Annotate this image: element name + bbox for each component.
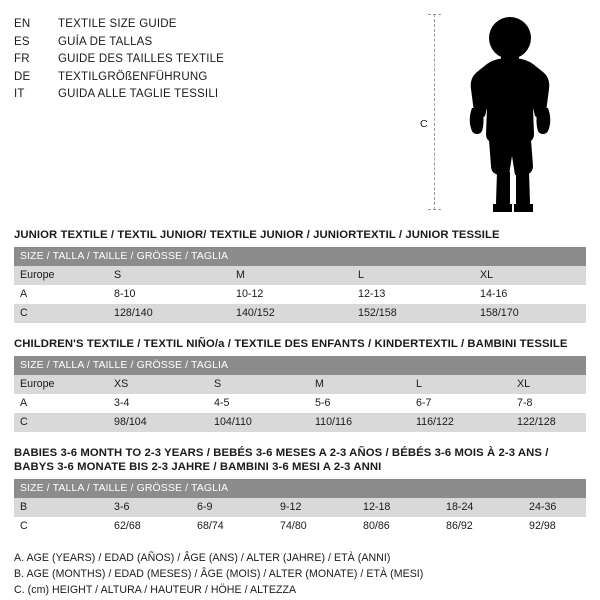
row-label: B [20,501,28,513]
legend-item-height: C. (cm) HEIGHT / ALTURA / HAUTEUR / HÖHE / ALTEZZA [14,584,297,596]
cell: M [315,378,324,390]
cell: 80/86 [363,520,390,532]
cell: 6-9 [197,501,213,513]
language-row [14,16,434,34]
table-row [14,517,586,536]
cell: 14-16 [480,288,508,300]
language-row [14,51,434,69]
row-label: Europe [20,269,55,281]
language-title: GUIDE DES TAILLES TEXTILE [58,53,225,65]
cell: 3-4 [114,397,130,409]
cell: 12-18 [363,501,391,513]
child-silhouette-icon [460,16,570,219]
row-label: C [20,416,28,428]
language-code: DE [14,70,31,83]
cell: XL [517,378,531,390]
header [14,14,586,214]
cell: XL [480,269,494,281]
cell: L [358,269,364,281]
language-titles [14,14,434,104]
row-label: C [20,307,28,319]
language-code: ES [14,35,30,48]
cell: 10-12 [236,288,264,300]
cell: 158/170 [480,307,519,319]
legend-item-age-years: A. AGE (YEARS) / EDAD (AÑOS) / ÂGE (ANS) / ALTER (JAHRE) / ETÀ (ANNI) [14,552,391,564]
cell: 92/98 [529,520,556,532]
language-code: EN [14,18,31,30]
section-babies [14,446,586,536]
table-row [14,413,586,432]
cell: 18-24 [446,501,474,513]
cell: 4-5 [214,397,230,409]
cell: 128/140 [114,307,153,319]
cell: 98/104 [114,416,147,428]
cell: L [416,378,422,390]
language-code: FR [14,53,30,65]
height-guide-line [434,14,435,210]
cell: 68/74 [197,520,224,532]
cell: 116/122 [416,416,454,428]
legend [14,550,586,598]
cell: M [236,269,245,281]
cell: 110/116 [315,416,353,428]
cell: 3-6 [114,501,130,513]
cell: 5-6 [315,397,331,409]
language-row [14,34,434,52]
table-row [14,304,586,323]
table-row [14,285,586,304]
height-guide-bottom-tick [428,209,441,210]
table-row [14,375,586,394]
section-junior [14,228,586,323]
cell: 12-13 [358,288,386,300]
row-label: C [20,520,28,532]
table-row [14,498,586,517]
section-title: JUNIOR TEXTILE / TEXTIL JUNIOR/ TEXTILE JUNIOR / JUNIORTEXTIL / JUNIOR TESSILE [14,229,500,241]
size-table-junior [14,247,586,323]
language-title: GUÍA DE TALLAS [58,35,153,48]
table-row [14,266,586,285]
size-table-babies [14,479,586,536]
language-row [14,69,434,87]
table-subheader-label: SIZE / TALLA / TAILLE / GRÖSSE / TAGLIA [20,250,229,262]
cell: 152/158 [358,307,397,319]
cell: 7-8 [517,397,533,409]
row-label: A [20,397,28,409]
legend-item-age-months: B. AGE (MONTHS) / EDAD (MESES) / ÂGE (MOIS) / ALTER (MONATE) / ETÀ (MESI) [14,568,424,580]
language-code: IT [14,88,25,100]
table-subheader-row [14,479,586,498]
measure-label-c: C [420,118,428,130]
cell: S [114,269,122,281]
cell: 24-36 [529,501,557,513]
cell: 74/80 [280,520,307,532]
table-row [14,394,586,413]
cell: 6-7 [416,397,432,409]
cell: XS [114,378,129,390]
language-title: GUIDA ALLE TAGLIE TESSILI [58,88,219,100]
section-title: CHILDREN'S TEXTILE / TEXTIL NIÑO/а / TEXTILE DES ENFANTS / KINDERTEXTIL / BAMBINI TESSILE [14,338,568,350]
cell: 104/110 [214,416,252,428]
cell: 62/68 [114,520,141,532]
height-guide-top-tick [428,14,441,15]
language-title: TEXTILGRÖßENFÜHRUNG [58,70,208,83]
cell: 9-12 [280,501,302,513]
cell: 140/152 [236,307,275,319]
language-title: TEXTILE SIZE GUIDE [58,18,177,30]
table-subheader-label: SIZE / TALLA / TAILLE / GRÖSSE / TAGLIA [20,359,229,371]
section-title: BABIES 3-6 MONTH TO 2-3 YEARS / BEBÉS 3-6 MESES A 2-3 AÑOS / BÉBÉS 3-6 MOIS À 2-3 ANS / BABYS 3-6 MONATE BIS 2-3 JAHRE / BAMBINI 3-6 MESI A 2-3 ANNI [14,447,549,473]
language-row [14,86,434,104]
size-table-children [14,356,586,432]
cell: 122/128 [517,416,556,428]
cell: 8-10 [114,288,136,300]
table-subheader-row [14,247,586,266]
table-subheader-row [14,356,586,375]
table-subheader-label: SIZE / TALLA / TAILLE / GRÖSSE / TAGLIA [20,482,229,494]
row-label: Europe [20,378,55,390]
measurement-figure [420,14,586,214]
section-children [14,337,586,432]
cell: 86/92 [446,520,473,532]
row-label: A [20,288,28,300]
cell: S [214,378,222,390]
